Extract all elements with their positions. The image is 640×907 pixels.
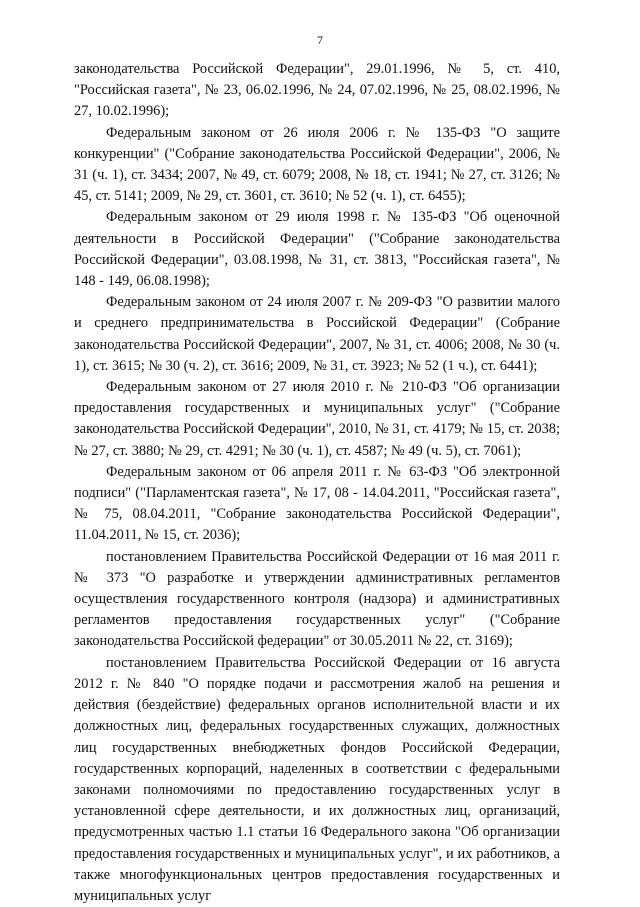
- document-body: [74, 59, 560, 907]
- page-number: 7: [317, 33, 323, 47]
- paragraph-law-135-fz-valuation: Федеральным законом от 29 июля 1998 г. № 135-ФЗ "Об оценочной деятельности в Российской Федерации" ("Собрание законодательства Российской Федерации", 03.08.1998, № 31, ст. 3813, "Российская газета", № 148 - 149, 06.08.1998);: [74, 209, 560, 290]
- paragraph-law-135-fz-competition: Федеральным законом от 26 июля 2006 г. № 135-ФЗ "О защите конкуренции" ("Собрание законодательства Российской Федерации", 2006, № 31 (ч. 1), ст. 3434; 2007, № 49, ст. 6079; 2008, № 18, ст. 1941; № 27, ст. 3126; № 45, ст. 5141; 2009, № 29, ст. 3601, ст. 3610; № 52 (ч. 1), ст. 6455);: [74, 124, 560, 205]
- paragraph-law-210-fz: Федеральным законом от 27 июля 2010 г. № 210-ФЗ "Об организации предоставления государственных и муниципальных услуг" ("Собрание законодательства Российской Федерации", 2010, № 31, ст. 4179; № 15, ст. 2038; № 27, ст. 3880; № 29, ст. 4291; № 30 (ч. 1), ст. 4587; № 49 (ч. 5), ст. 7061);: [74, 379, 560, 459]
- paragraph-continuation: законодательства Российской Федерации", 29.01.1996, № 5, ст. 410, "Российская газета", № 23, 06.02.1996, № 24, 07.02.1996, № 25, 08.02.1996, № 27, 10.02.1996);: [74, 61, 560, 120]
- paragraph-law-63-fz: Федеральным законом от 06 апреля 2011 г. № 63-ФЗ "Об электронной подписи" ("Парламентская газета", № 17, 08 - 14.04.2011, "Российская газета", № 75, 08.04.2011, "Собрание законодательства Российской Федерации", 11.04.2011, № 15, ст. 2036);: [74, 463, 560, 544]
- paragraph-resolution-840: постановлением Правительства Российской Федерации от 16 августа 2012 г. № 840 "О порядке подачи и рассмотрения жалоб на решения и действия (бездействие) федеральных органов исполнительной власти и их должностных лиц, федеральных государственных служащих, должностных лиц государственных внебюджетных фондов Российской Федерации, государственных корпораций, наделенных в соответствии с федеральными законами полномочиями по предоставлению государственных услуг в установленной сфере деятельности, и их должностных лиц, организаций, предусмотренных частью 1.1 статьи 16 Федерального закона "Об организации предоставления государственных и муниципальных услуг", и их работников, а также многофункциональных центров предоставления государственных и муниципальных услуг: [74, 654, 560, 904]
- paragraph-resolution-373: постановлением Правительства Российской Федерации от 16 мая 2011 г. № 373 "О разработке и утверждении административных регламентов осуществления государственного контроля (надзора) и административных регламентов предоставления государственных услуг" ("Собрание законодательства Российской федерации" от 30.05.2011 № 22, ст. 3169);: [74, 548, 560, 650]
- paragraph-law-209-fz: Федеральным законом от 24 июля 2007 г. № 209-ФЗ "О развитии малого и среднего предпринимательства в Российской Федерации" (Собрание законодательства Российской Федерации", 2007, № 31, ст. 4006; 2008, № 30 (ч. 1), ст. 3615; № 30 (ч. 2), ст. 3616; 2009, № 31, ст. 3923; № 52 (1 ч.), ст. 6441);: [74, 294, 560, 374]
